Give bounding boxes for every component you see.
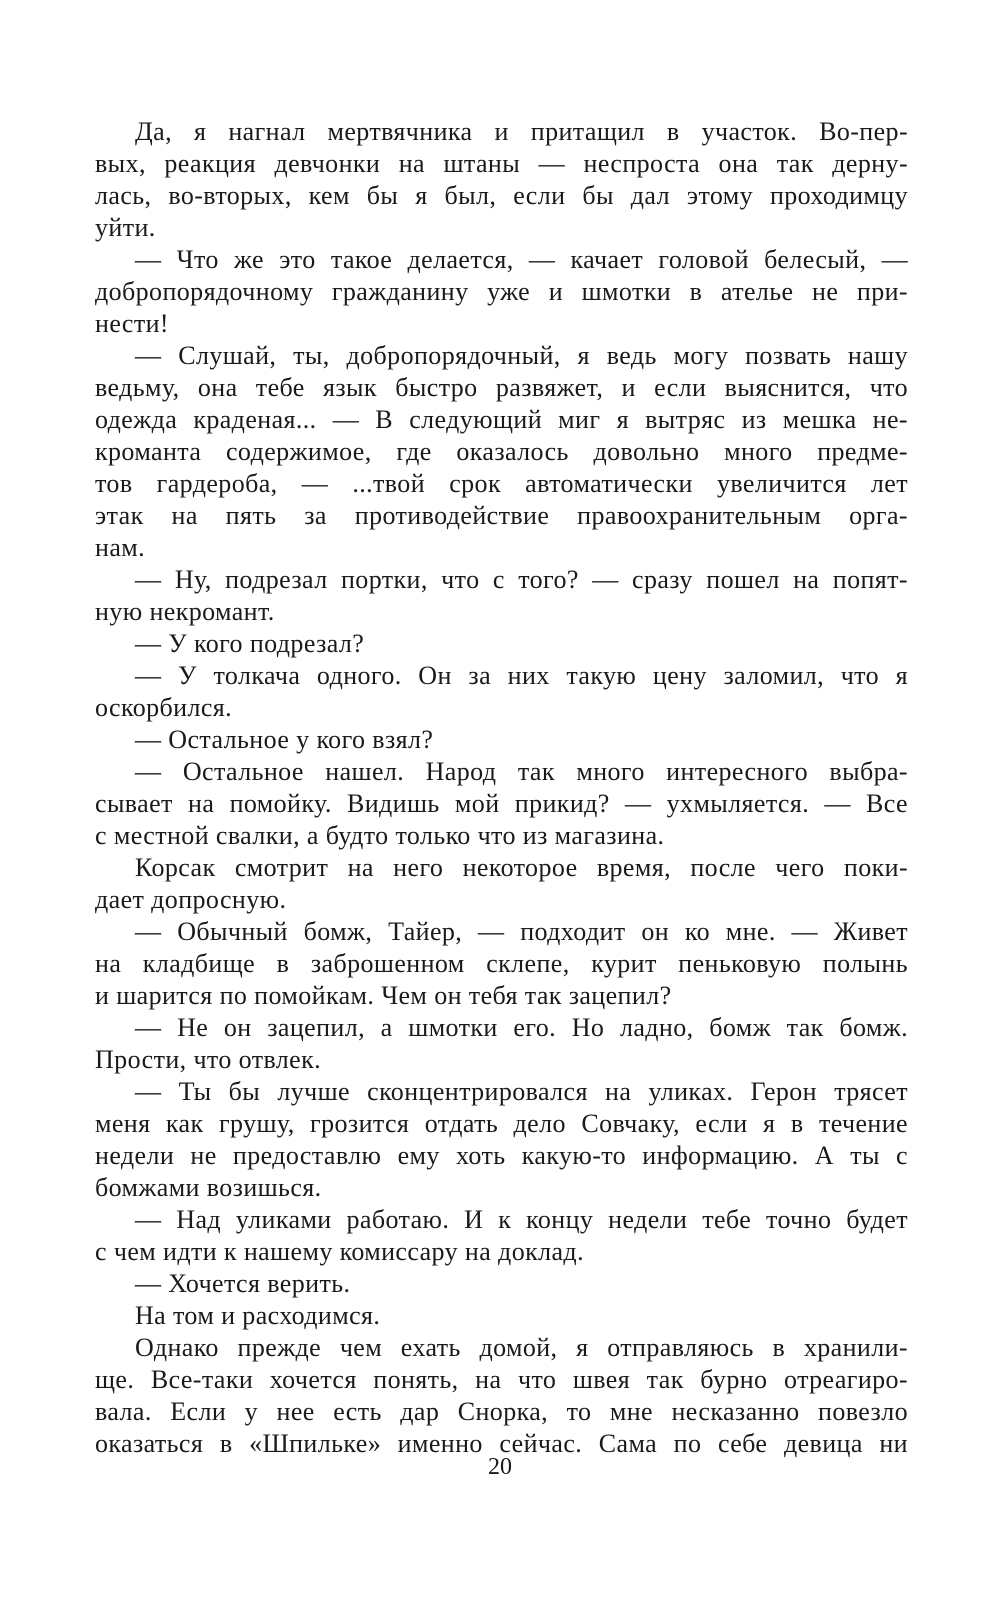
page-number: 20: [488, 1454, 512, 1480]
text-line: — Остальное нашел. Народ так много интересного выбра-: [135, 757, 908, 786]
text-line: — Ну, подрезал портки, что с того? — сразу пошел на попят-: [135, 565, 908, 594]
text-line: Да, я нагнал мертвячника и притащил в участок. Во-пер-: [135, 117, 908, 146]
text-line: — Хочется верить.: [135, 1269, 351, 1298]
text-line: — Ты бы лучше сконцентрировался на уликах. Герон трясет: [135, 1077, 908, 1106]
text-line: бомжами возишься.: [95, 1173, 322, 1202]
text-line: вала. Если у нее есть дар Снорка, то мне несказанно повезло: [95, 1397, 908, 1426]
text-line: с чем идти к нашему комиссару на доклад.: [95, 1237, 584, 1266]
text-line: — Что же это такое делается, — качает головой белесый, —: [135, 245, 908, 274]
text-line: уйти.: [95, 213, 156, 242]
text-line: лась, во-вторых, кем бы я был, если бы дал этому проходимцу: [95, 181, 908, 210]
text-line: меня как грушу, грозится отдать дело Совчаку, если я в течение: [95, 1109, 908, 1138]
text-line: — Остальное у кого взял?: [135, 725, 434, 754]
text-line: одежда краденая... — В следующий миг я вытряс из мешка не-: [95, 405, 908, 434]
text-line: — Не он зацепил, а шмотки его. Но ладно, бомж так бомж.: [135, 1013, 908, 1042]
text-line: сывает на помойку. Видишь мой прикид? — ухмыляется. — Все: [95, 789, 908, 818]
text-line: и шарится по помойкам. Чем он тебя так зацепил?: [95, 981, 672, 1010]
text-line: На том и расходимся.: [135, 1301, 381, 1330]
text-line: — У толкача одного. Он за них такую цену заломил, что я: [135, 661, 908, 690]
text-line: ную некромант.: [95, 597, 275, 626]
text-line: Прости, что отвлек.: [95, 1045, 322, 1074]
text-line: недели не предоставлю ему хоть какую-то информацию. А ты с: [95, 1141, 908, 1170]
text-line: на кладбище в заброшенном склепе, курит пеньковую полынь: [95, 949, 908, 978]
text-line: Корсак смотрит на него некоторое время, после чего поки-: [135, 853, 908, 882]
text-line: оскорбился.: [95, 693, 233, 722]
text-line: — Слушай, ты, добропорядочный, я ведь могу позвать нашу: [135, 341, 908, 370]
text-line: вых, реакция девчонки на штаны — неспроста она так дерну-: [95, 149, 908, 178]
text-line: Однако прежде чем ехать домой, я отправляюсь в хранили-: [135, 1333, 908, 1362]
text-line: этак на пять за противодействие правоохранительным орга-: [95, 501, 908, 530]
page-body: [95, 116, 908, 1460]
text-line: ще. Все-таки хочется понять, на что швея так бурно отреагиро-: [95, 1365, 908, 1394]
text-line: дает допросную.: [95, 885, 287, 914]
text-line: тов гардероба, — ...твой срок автоматически увеличится лет: [95, 469, 908, 498]
text-line: нам.: [95, 533, 146, 562]
text-line: — У кого подрезал?: [135, 629, 365, 658]
text-line: нести!: [95, 309, 169, 338]
text-line: — Обычный бомж, Тайер, — подходит он ко мне. — Живет: [135, 917, 908, 946]
text-line: с местной свалки, а будто только что из магазина.: [95, 821, 665, 850]
text-line: — Над уликами работаю. И к концу недели тебе точно будет: [135, 1205, 908, 1234]
text-line: кроманта содержимое, где оказалось довольно много предме-: [95, 437, 908, 466]
text-line: ведьму, она тебе язык быстро развяжет, и если выяснится, что: [95, 373, 908, 402]
text-line: оказаться в «Шпильке» именно сейчас. Сама по себе девица ни: [95, 1429, 908, 1458]
text-line: добропорядочному гражданину уже и шмотки в ателье не при-: [95, 277, 908, 306]
